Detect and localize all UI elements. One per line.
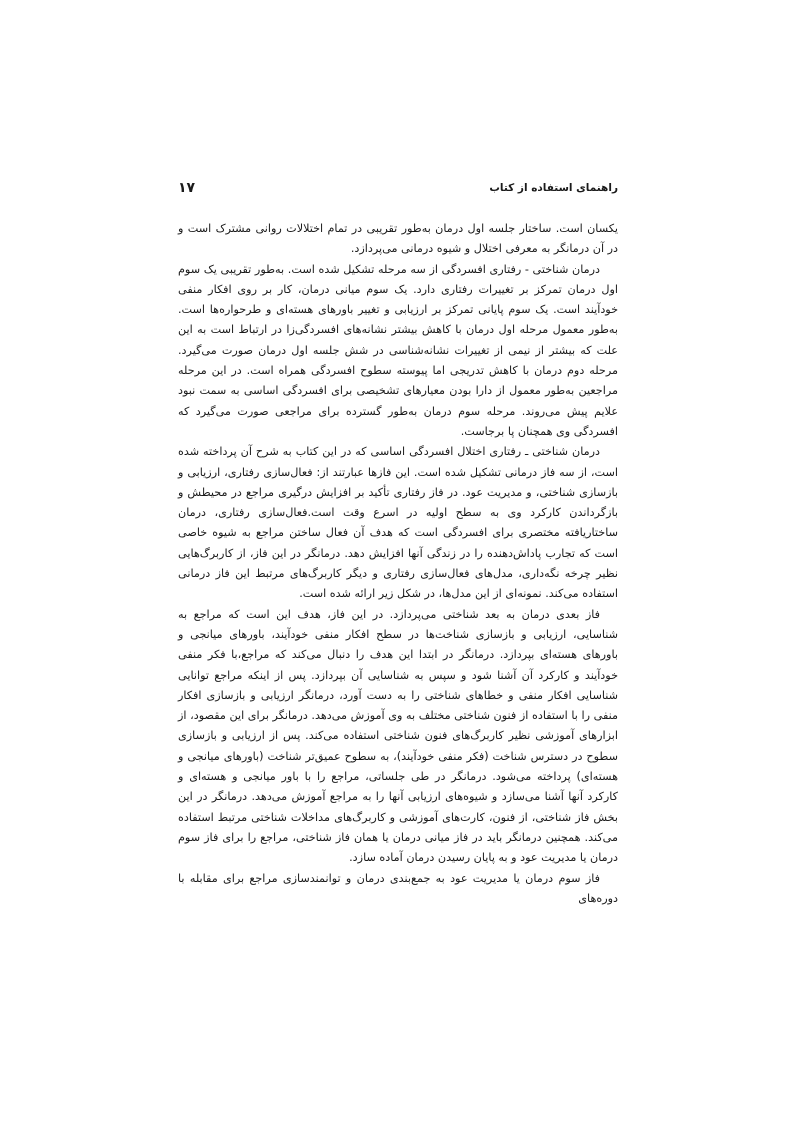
paragraph-cognitive-phase: فاز بعدی درمان به بعد شناختی می‌پردازد. در این فاز، هدف این است که مراجع به شناسایی، ارزیابی و بازسازی شناخت‌ها در سطح افکار منفی خودآیند، باورهای میانجی و باورهای هسته‌ای بپردازد. درمانگر در ابتدا این هدف را دنبال می‌کند که مراجع،با فکر منفی خودآیند و کارکرد آن آشنا شود و سپس به شناسایی آن بپردازد. پس از اینکه مراجع توانایی شناسایی افکار منفی و خطاهای شناختی را به دست آورد، درمانگر ارزیابی و بازسازی افکار منفی را با استفاده از فنون شناختی مختلف به وی آموزش می‌دهد. درمانگر برای این مقصود، از ابزارهای آموزشی نظیر کاربرگ‌های فنون شناختی استفاده می‌کند. پس از ارزیابی و بازسازی سطوح در دسترس شناخت (فکر منفی خودآیند)، به سطوح عمیق‌تر شناخت (باورهای میانجی و هسته‌ای) پرداخته می‌شود. درمانگر در طی جلساتی، مراجع را با باور میانجی و هسته‌ای و کارکرد آنها آشنا می‌سازد و شیوه‌های ارزیابی آنها را به مراجع آموزش می‌دهد. درمانگر در این بخش فاز شناختی، از فنون، کارت‌های آموزشی و کاربرگ‌های مداخلات شناختی مرتبط استفاده می‌کند. همچنین درمانگر باید در فاز میانی درمان یا همان فاز شناختی، مراجع را برای فاز سوم درمان یا مدیریت عود و به پایان رسیدن درمان آماده سازد. xyxy=(178,607,618,865)
body-text xyxy=(178,219,618,909)
page-header xyxy=(178,180,618,200)
running-title: راهنمای استفاده از کتاب xyxy=(489,182,618,194)
paragraph-behavioral-phase: درمان شناختی ـ رفتاری اختلال افسردگی اساسی که در این کتاب به شرح آن پرداخته شده است، از سه فاز درمانی تشکیل شده است. این فازها عبارتند از: فعال‌سازی رفتاری، ارزیابی و بازسازی شناختی، و مدیریت عود. در فاز رفتاری تأکید بر افزایش درگیری مراجع در محیطش و بازگرداندن کارکرد وی به سطح اولیه در اسرع وقت است.فعال‌سازی رفتاری، درمان ساختاریافته مختصری برای افسردگی است که هدف آن فعال ساختن مراجع به شیوه خاصی است که تجارب پاداش‌دهنده را در زندگی آنها افزایش دهد. درمانگر در این فاز، از کاربرگ‌هایی نظیر چرخه نگه‌داری، مدل‌های فعال‌سازی رفتاری و دیگر کاربرگ‌های مرتبط این فاز درمانی استفاده می‌کند. نمونه‌ای از این مدل‌ها، در شکل زیر ارائه شده است. xyxy=(178,445,618,601)
paragraph-relapse-phase: فاز سوم درمان یا مدیریت عود به جمع‌بندی درمان و توانمندسازی مراجع برای مقابله با دوره‌های xyxy=(178,871,618,905)
paragraph-continuation: یکسان است. ساختار جلسه اول درمان به‌طور تقریبی در تمام اختلالات روانی مشترک است و در آن درمانگر به معرفی اختلال و شیوه درمانی می‌پردازد. xyxy=(178,222,618,256)
page-number: ۱۷ xyxy=(178,180,196,196)
paragraph-cbt-stages: درمان شناختی - رفتاری افسردگی از سه مرحله تشکیل شده است. به‌طور تقریبی یک سوم اول درمان تمرکز بر تغییرات رفتاری دارد. یک سوم میانی درمان، کار بر روی افکار منفی خودآیند است. یک سوم پایانی تمرکز بر ارزیابی و تغییر باورهای هسته‌ای و طرحواره‌ها است. به‌طور معمول مرحله اول درمان با کاهش بیشتر نشانه‌های افسردگی‌زا در ارتباط است به این علت که بیشتر از نیمی از تغییرات نشانه‌شناسی در شش جلسه اول درمان صورت می‌گیرد. مرحله دوم درمان با کاهش تدریجی اما پیوسته سطوح افسردگی همراه است. در این مرحله مراجعین به‌طور معمول از دارا بودن معیارهای تشخیصی برای افسردگی اساسی به سمت نبود علایم پیش می‌روند. مرحله سوم درمان به‌طور گسترده برای مراجعی صورت می‌گیرد که افسردگی وی همچنان پا برجاست. xyxy=(178,262,618,438)
